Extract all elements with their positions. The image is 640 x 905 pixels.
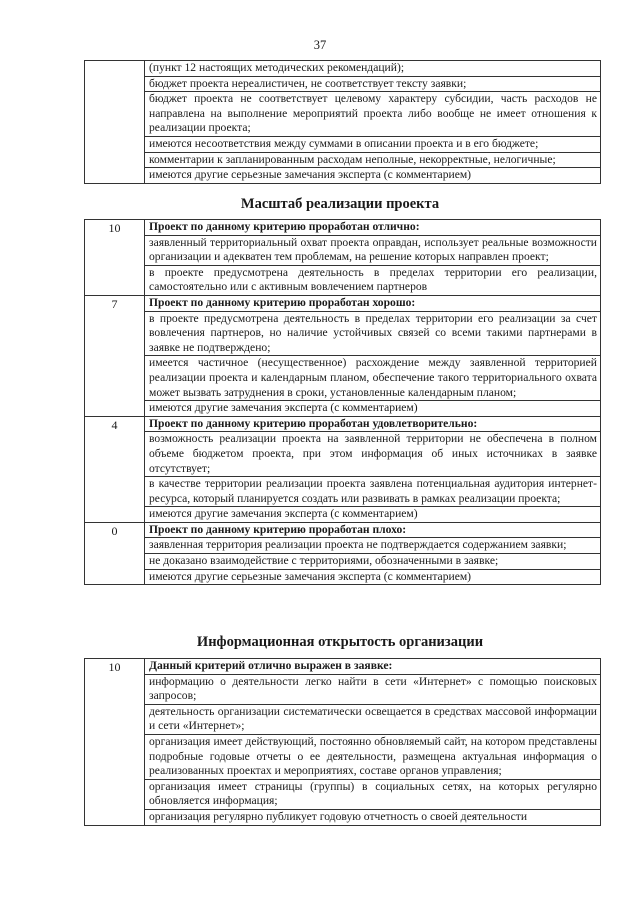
criteria-cell <box>145 659 601 826</box>
criteria-item: имеются несоответствия между суммами в описании проекта и в его бюджете; <box>145 137 600 153</box>
criteria-cell <box>145 522 601 584</box>
criteria-item: имеется частичное (несущественное) расхождение между заявленной территорией реализации проекта и календарным планом, обеспечение такого территориального охвата может вызвать затруднения в сроки, установленные календарным планом; <box>145 356 600 401</box>
score-cell: 4 <box>85 416 145 522</box>
criteria-item: (пункт 12 настоящих методических рекомендаций); <box>145 61 600 77</box>
criteria-cell <box>145 295 601 416</box>
table-row <box>85 416 601 522</box>
criteria-item: заявленный территориальный охват проекта оправдан, использует реальные возможности организации и адекватен тем проблемам, на решение которых направлен проект; <box>145 236 600 266</box>
criteria-item: возможность реализации проекта на заявленной территории не обеспечена в полном объеме бюджетом проекта, при этом информация об иных источниках в заявке отсутствует; <box>145 432 600 477</box>
table-row <box>85 61 601 184</box>
criteria-heading: Данный критерий отлично выражен в заявке: <box>145 659 600 675</box>
criteria-item: организация имеет действующий, постоянно обновляемый сайт, на котором представлены подробные годовые отчеты о ее деятельности, размещена актуальная информация о реализованных проектах и мероприятиях, составе органов управления; <box>145 735 600 780</box>
criteria-item: комментарии к запланированным расходам неполные, некорректные, нелогичные; <box>145 153 600 169</box>
criteria-item: в качестве территории реализации проекта заявлена потенциальная аудитория интернет-ресурса, который планируется создать или развивать в рамках реализации проекта; <box>145 477 600 507</box>
criteria-item: имеются другие замечания эксперта (с комментарием) <box>149 401 418 415</box>
criteria-item: заявленная территория реализации проекта не подтверждается содержанием заявки; <box>145 538 600 554</box>
criteria-item: имеются другие серьезные замечания эксперта (с комментарием) <box>149 569 472 583</box>
section-title-openness: Информационная открытость организации <box>196 634 484 650</box>
section-title-scale: Масштаб реализации проекта <box>240 196 440 212</box>
score-cell: 10 <box>85 659 145 826</box>
criteria-cell <box>145 416 601 522</box>
criteria-item: бюджет проекта нереалистичен, не соответствует тексту заявки; <box>145 77 600 93</box>
criteria-item: бюджет проекта не соответствует целевому характеру субсидии, часть расходов не направлена на выполнение мероприятий проекта либо вообще не имеет отношения к реализации проекта; <box>145 92 600 137</box>
table-row <box>85 522 601 584</box>
score-cell: 7 <box>85 295 145 416</box>
score-cell: 0 <box>85 522 145 584</box>
criteria-item: не доказано взаимодействие с территориями, обозначенными в заявке; <box>145 554 600 570</box>
criteria-cell <box>145 220 601 296</box>
page-number: 37 <box>313 38 327 52</box>
criteria-item: имеются другие замечания эксперта (с комментарием) <box>149 507 418 521</box>
criteria-heading: Проект по данному критерию проработан отлично: <box>145 220 600 236</box>
score-cell: 10 <box>85 220 145 296</box>
table-row <box>85 659 601 826</box>
criteria-item: в проекте предусмотрена деятельность в пределах территории его реализации, самостоятельно или с активным вовлечением партнеров <box>149 265 597 294</box>
score-cell <box>85 61 145 184</box>
criteria-item: в проекте предусмотрена деятельность в пределах территории его реализации за счет вовлечения партнеров, но наличие устойчивых связей со всеми такими партнерами в заявке не подтверждено; <box>145 312 600 357</box>
criteria-heading: Проект по данному критерию проработан удовлетворительно: <box>145 417 600 433</box>
criteria-item: информацию о деятельности легко найти в сети «Интернет» с помощью поисковых запросов; <box>145 675 600 705</box>
table-scale <box>84 219 601 585</box>
criteria-item: организация регулярно публикует годовую отчетность о своей деятельности <box>149 809 528 823</box>
criteria-item: организация имеет страницы (группы) в социальных сетях, на которых регулярно обновляется информация; <box>145 780 600 810</box>
criteria-heading: Проект по данному критерию проработан хорошо: <box>145 296 600 312</box>
criteria-item: деятельность организации систематически освещается в средствах массовой информации и сети «Интернет»; <box>145 705 600 735</box>
criteria-heading: Проект по данному критерию проработан плохо: <box>145 523 600 539</box>
criteria-item: имеются другие серьезные замечания эксперта (с комментарием) <box>149 168 472 182</box>
table-row <box>85 295 601 416</box>
criteria-cell <box>145 61 601 184</box>
table-row <box>85 220 601 296</box>
table-openness <box>84 658 601 826</box>
table-continuation <box>84 60 601 184</box>
